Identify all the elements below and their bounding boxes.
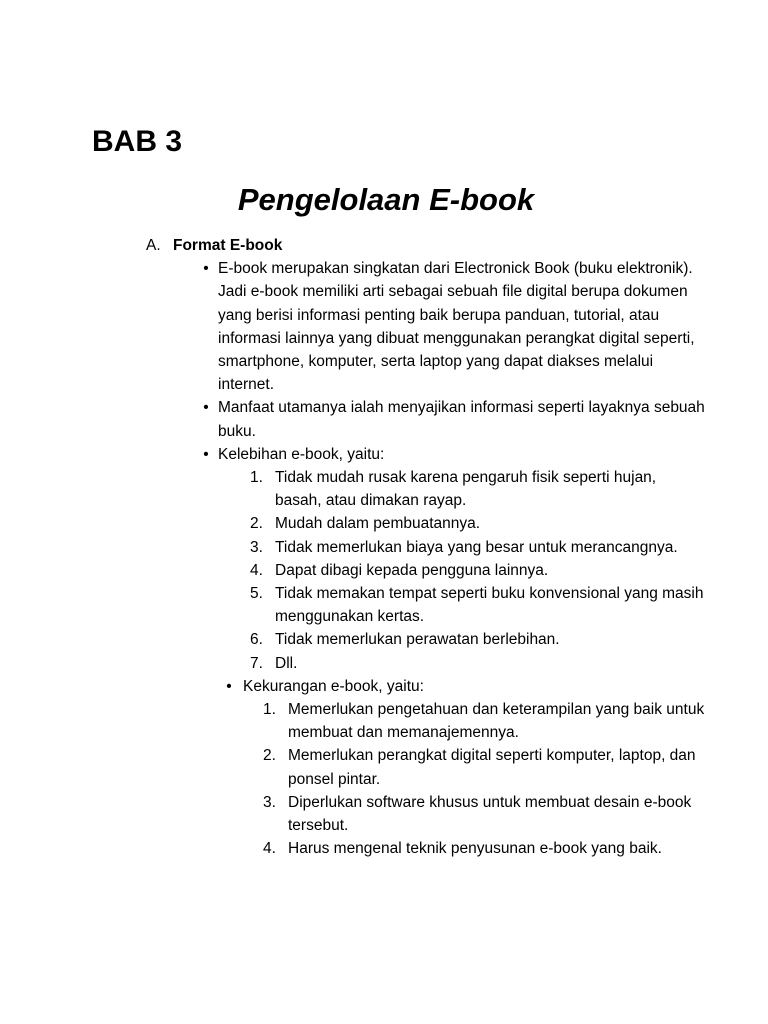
item-number: 3. (250, 538, 263, 556)
item-text: Dapat dibagi kepada pengguna lainnya. (275, 561, 549, 579)
list-item (218, 512, 706, 535)
bullet-list (146, 257, 706, 675)
item-text: Memerlukan perangkat digital seperti komputer, laptop, dan ponsel pintar. (288, 747, 696, 788)
item-number: 2. (250, 515, 263, 533)
bullet-symbol: • (226, 677, 232, 695)
item-text: Diperlukan software khusus untuk membuat desain e-book tersebut. (288, 793, 692, 835)
item-text: Tidak memerlukan biaya yang besar untuk merancangnya. (275, 538, 678, 556)
bullet-text: E-book merupakan singkatan dari Electronick Book (buku elektronik). Jadi e-book memiliki arti sebagai sebuah file digital berupa dokumen yang berisi informasi penting baik berupa panduan, tutorial, atau informasi lainnya yang dibuat menggunakan perangkat digital seperti, smartphone, komputer, serta laptop yang dapat diakses melalui internet. (218, 260, 695, 394)
list-item (218, 466, 706, 512)
item-number: 1. (250, 469, 263, 487)
item-number: 4. (263, 840, 276, 858)
item-number: 4. (250, 561, 263, 579)
section-title: Format E-book (173, 237, 283, 254)
item-text: Harus mengenal teknik penyusunan e-book yang baik. (288, 840, 662, 858)
list-item (218, 582, 706, 628)
item-text: Tidak memakan tempat seperti buku konvensional yang masih menggunakan kertas. (275, 585, 704, 626)
section-heading (146, 234, 706, 257)
list-item (146, 675, 706, 861)
list-item (243, 744, 706, 790)
document-body (146, 234, 706, 860)
item-text: Dll. (275, 654, 298, 672)
bullet-text: Kekurangan e-book, yaitu: (243, 677, 424, 695)
kekurangan-list (243, 698, 706, 860)
item-number: 7. (250, 654, 263, 672)
bullet-symbol: • (203, 445, 209, 463)
item-number: 5. (250, 585, 263, 603)
section-letter: A. (146, 237, 161, 254)
item-text: Memerlukan pengetahuan dan keterampilan yang baik untuk membuat dan memanajemennya. (288, 701, 705, 742)
list-item (218, 559, 706, 582)
item-text: Tidak memerlukan perawatan berlebihan. (275, 631, 560, 649)
list-item (146, 396, 706, 442)
list-item (218, 652, 706, 675)
list-item (243, 791, 706, 837)
item-number: 2. (263, 747, 276, 765)
bullet-text: Manfaat utamanya ialah menyajikan informasi seperti layaknya sebuah buku. (218, 399, 705, 440)
bullet-symbol: • (203, 399, 209, 417)
list-item (218, 536, 706, 559)
bullet-symbol: • (203, 260, 209, 278)
item-number: 6. (250, 631, 263, 649)
list-item (243, 837, 706, 860)
item-number: 3. (263, 793, 276, 811)
list-item (146, 443, 706, 675)
list-item (243, 698, 706, 744)
list-item (218, 628, 706, 651)
page-title: Pengelolaan E-book (237, 182, 535, 217)
chapter-heading: BAB 3 (92, 125, 183, 158)
bullet-list-kekurangan (146, 675, 706, 861)
item-number: 1. (263, 701, 276, 719)
list-item (146, 257, 706, 396)
kelebihan-list (218, 466, 706, 675)
bullet-text: Kelebihan e-book, yaitu: (218, 445, 385, 463)
item-text: Mudah dalam pembuatannya. (275, 515, 481, 533)
item-text: Tidak mudah rusak karena pengaruh fisik seperti hujan, basah, atau dimakan rayap. (275, 469, 657, 510)
